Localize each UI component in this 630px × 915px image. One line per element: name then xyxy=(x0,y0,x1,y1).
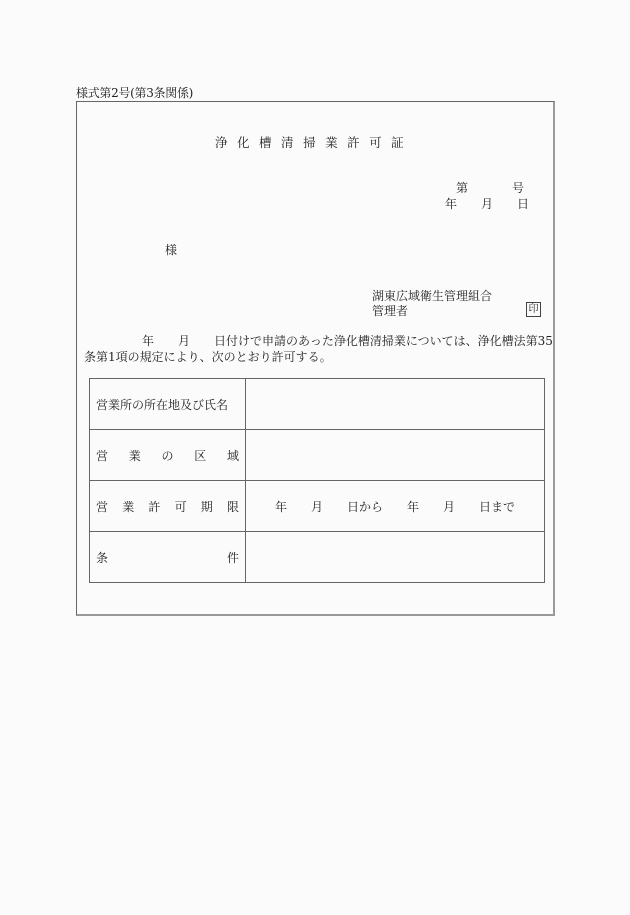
issuer-title: 管理者 xyxy=(372,304,409,318)
label-char: 域 xyxy=(226,448,239,463)
certificate-number xyxy=(456,179,524,196)
label-char: 許 xyxy=(148,499,161,514)
seal-mark: 印 xyxy=(526,302,541,317)
row-label-conditions xyxy=(90,532,246,583)
label-char: 条 xyxy=(96,550,109,565)
permit-details-table xyxy=(89,378,545,583)
period-to-month: 月 xyxy=(443,499,456,514)
label-char: 件 xyxy=(226,550,239,565)
title-char: 浄 xyxy=(215,135,238,150)
title-char: 業 xyxy=(325,135,348,150)
title-char: 許 xyxy=(347,135,370,150)
label-char: 期 xyxy=(200,499,213,514)
issue-date xyxy=(445,195,529,212)
row-value-business-address xyxy=(246,379,545,430)
label-char: 営 xyxy=(96,499,109,514)
addressee-honorific: 様 xyxy=(165,243,178,257)
statement-line-2: 条第1項の規定により、次のとおり許可する。 xyxy=(84,350,332,364)
period-to-year: 年 xyxy=(407,499,420,514)
table-row xyxy=(90,379,545,430)
date-day: 日 xyxy=(517,197,530,211)
label-char: 区 xyxy=(194,448,207,463)
title-char: 証 xyxy=(391,135,414,150)
document-title xyxy=(215,133,413,151)
label-char: 業 xyxy=(128,448,141,463)
statement-line-1 xyxy=(84,333,554,349)
period-from-day: 日から xyxy=(346,499,383,514)
number-prefix: 第 xyxy=(456,181,469,195)
number-suffix: 号 xyxy=(512,181,525,195)
row-value-business-area xyxy=(246,430,545,481)
table-row xyxy=(90,532,545,583)
row-label-permit-period xyxy=(90,481,246,532)
date-month: 月 xyxy=(481,197,494,211)
label-char: 限 xyxy=(226,499,239,514)
label-char: の xyxy=(161,448,174,463)
statement-year: 年 xyxy=(142,334,155,348)
title-char: 清 xyxy=(281,135,304,150)
issuer-organization: 湖東広域衛生管理組合 xyxy=(372,289,493,303)
table-row xyxy=(90,481,545,532)
label-char: 可 xyxy=(174,499,187,514)
label-char: 営 xyxy=(96,448,109,463)
label-char: 業 xyxy=(122,499,135,514)
form-number-label: 様式第2号(第3条関係) xyxy=(76,86,194,100)
period-to-day: 日まで xyxy=(479,499,516,514)
row-label-business-address: 営業所の所在地及び氏名 xyxy=(90,379,246,430)
title-char: 化 xyxy=(237,135,260,150)
statement-text: 日付けで申請のあった浄化槽清掃業については、浄化槽法第35 xyxy=(214,334,553,348)
row-label-business-area xyxy=(90,430,246,481)
date-year: 年 xyxy=(445,197,458,211)
table-row xyxy=(90,430,545,481)
title-char: 掃 xyxy=(303,135,326,150)
period-from-year: 年 xyxy=(274,499,287,514)
statement-month: 月 xyxy=(178,334,191,348)
row-value-permit-period xyxy=(246,481,545,532)
title-char: 可 xyxy=(369,135,392,150)
title-char: 槽 xyxy=(259,135,282,150)
permit-statement xyxy=(84,333,554,365)
period-from-month: 月 xyxy=(310,499,323,514)
row-value-conditions xyxy=(246,532,545,583)
